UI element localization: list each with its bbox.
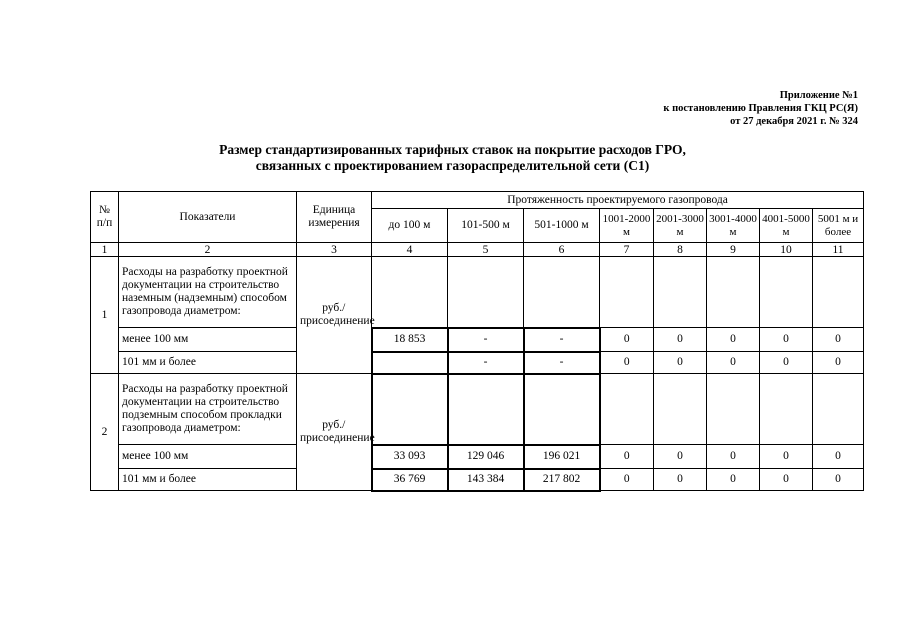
value-cell: 0: [600, 328, 654, 352]
value-cell: 143 384: [448, 469, 524, 491]
value-cell: 0: [654, 352, 707, 374]
document-title-line-1: Размер стандартизированных тарифных ставок на покрытие расходов ГРО,: [219, 142, 686, 157]
column-number: 3: [297, 243, 372, 257]
column-number: 5: [448, 243, 524, 257]
header-length-col: 2001-3000 м: [654, 209, 707, 243]
value-cell: 33 093: [372, 445, 448, 469]
value-cell: 0: [760, 469, 813, 491]
table-cell: [372, 257, 448, 328]
value-cell: [372, 352, 448, 374]
tariff-table: [90, 191, 864, 492]
table-cell: [760, 257, 813, 328]
table-row: [91, 352, 864, 374]
header-number: № п/п: [91, 192, 119, 243]
value-cell: 0: [654, 445, 707, 469]
value-cell: 129 046: [448, 445, 524, 469]
header-length-col: 3001-4000 м: [707, 209, 760, 243]
table-row: [91, 469, 864, 491]
appendix-block: [663, 89, 858, 128]
table-cell: [813, 374, 864, 445]
value-cell: 0: [654, 469, 707, 491]
table-cell: [760, 374, 813, 445]
document-title-line-2: связанных с проектированием газораспределительной сети (С1): [255, 158, 650, 173]
value-cell: 0: [760, 352, 813, 374]
row-label: 101 мм и более: [119, 352, 297, 374]
section-description: Расходы на разработку проектной документации на строительство подземным способом прокладки газопровода диаметром:: [119, 374, 297, 445]
table-cell: [600, 374, 654, 445]
value-cell: 0: [654, 328, 707, 352]
section-number: 2: [91, 374, 119, 491]
value-cell: 0: [760, 328, 813, 352]
row-label: менее 100 мм: [119, 328, 297, 352]
value-cell: 36 769: [372, 469, 448, 491]
value-cell: 0: [813, 469, 864, 491]
document-title: [0, 142, 905, 174]
column-number: 4: [372, 243, 448, 257]
value-cell: 0: [707, 469, 760, 491]
section-unit: руб./присоединение: [297, 257, 372, 374]
table-row: [91, 445, 864, 469]
value-cell: 0: [813, 445, 864, 469]
value-cell: 0: [813, 328, 864, 352]
header-length-col: до 100 м: [372, 209, 448, 243]
value-cell: 0: [707, 328, 760, 352]
column-number: 1: [91, 243, 119, 257]
column-number: 9: [707, 243, 760, 257]
header-unit: Единица измерения: [297, 192, 372, 243]
value-cell: 217 802: [524, 469, 600, 491]
table-cell: [813, 257, 864, 328]
value-cell: 18 853: [372, 328, 448, 352]
table-cell: [707, 374, 760, 445]
header-length-col: 1001-2000 м: [600, 209, 654, 243]
table-cell: [448, 257, 524, 328]
column-number: 8: [654, 243, 707, 257]
column-number: 6: [524, 243, 600, 257]
section-unit: руб./присоединение: [297, 374, 372, 491]
header-length-col: 4001-5000 м: [760, 209, 813, 243]
section-number: 1: [91, 257, 119, 374]
column-number: 11: [813, 243, 864, 257]
table-cell: [600, 257, 654, 328]
value-cell: 196 021: [524, 445, 600, 469]
table-cell: [524, 257, 600, 328]
header-indicators: Показатели: [119, 192, 297, 243]
value-cell: -: [524, 328, 600, 352]
value-cell: 0: [600, 352, 654, 374]
value-cell: 0: [707, 352, 760, 374]
table-row: [91, 328, 864, 352]
table-cell: [654, 374, 707, 445]
appendix-date: от 27 декабря 2021 г. № 324: [730, 116, 858, 127]
table-cell: [372, 374, 448, 445]
header-length-col: 501-1000 м: [524, 209, 600, 243]
row-label: 101 мм и более: [119, 469, 297, 491]
value-cell: -: [524, 352, 600, 374]
value-cell: 0: [600, 445, 654, 469]
section-description: Расходы на разработку проектной документации на строительство наземным (надземным) способом газопровода диаметром:: [119, 257, 297, 328]
header-length-group: Протяженность проектируемого газопровода: [372, 192, 864, 209]
column-number: 10: [760, 243, 813, 257]
header-length-col: 101-500 м: [448, 209, 524, 243]
value-cell: 0: [760, 445, 813, 469]
table-cell: [654, 257, 707, 328]
table-cell: [524, 374, 600, 445]
value-cell: 0: [600, 469, 654, 491]
value-cell: 0: [813, 352, 864, 374]
column-number: 7: [600, 243, 654, 257]
table-cell: [707, 257, 760, 328]
value-cell: -: [448, 328, 524, 352]
header-length-col: 5001 м и более: [813, 209, 864, 243]
value-cell: -: [448, 352, 524, 374]
appendix-title: Приложение №1: [779, 90, 858, 101]
value-cell: 0: [707, 445, 760, 469]
row-label: менее 100 мм: [119, 445, 297, 469]
column-number: 2: [119, 243, 297, 257]
appendix-resolution: к постановлению Правления ГКЦ РС(Я): [663, 103, 858, 114]
table-cell: [448, 374, 524, 445]
